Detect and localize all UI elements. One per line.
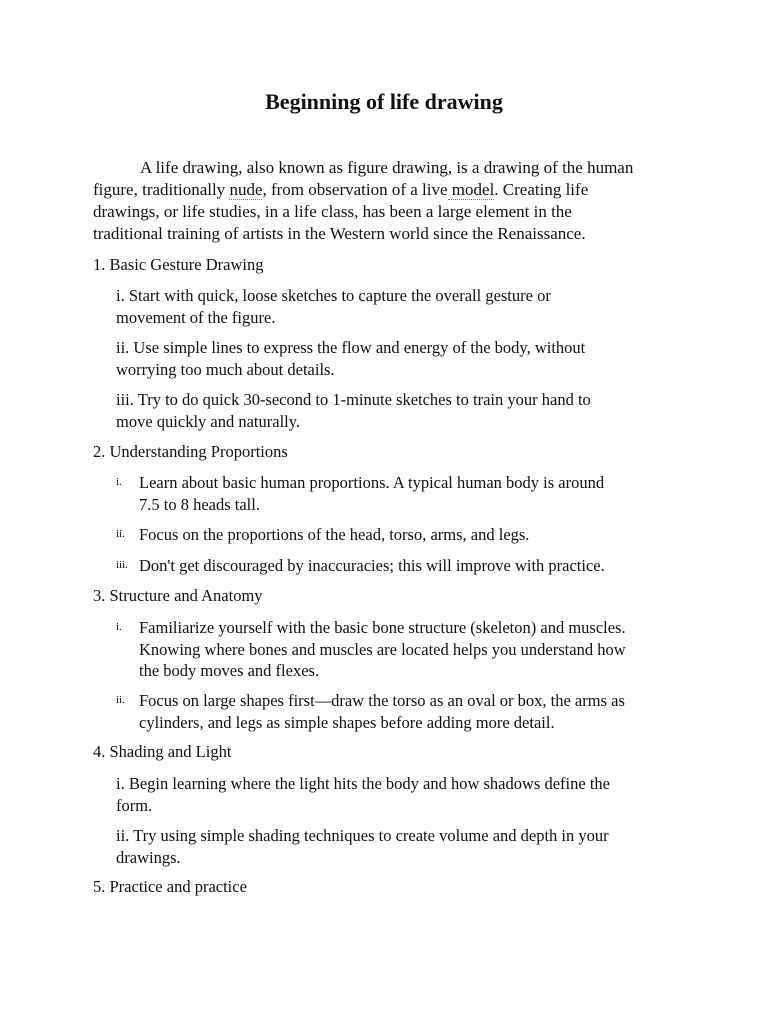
section-heading: 5. Practice and practice [93,877,247,896]
list-item-line: i. Start with quick, loose sketches to capture the overall gesture or [116,286,551,305]
list-item [116,773,676,816]
list-marker: ii. [116,528,125,540]
list-item [116,389,676,432]
section-heading: 4. Shading and Light [93,742,232,761]
list-item-line: Don't get discouraged by inaccuracies; this will improve with practice. [139,556,605,575]
list-item-line: movement of the figure. [116,307,276,327]
list-item-line: i. Begin learning where the light hits the body and how shadows define the [116,774,610,793]
list-item-line: ii. Use simple lines to express the flow and energy of the body, without [116,338,586,357]
list-marker: ii. [116,694,125,706]
list-marker: i. [116,476,122,488]
intro-line: traditional training of artists in the Western world since the Renaissance. [93,224,586,243]
list-item [116,337,676,380]
list-item-line: Familiarize yourself with the basic bone structure (skeleton) and muscles. [139,618,626,637]
section-heading: 3. Structure and Anatomy [93,586,263,605]
list-item-line: Focus on large shapes first—draw the torso as an oval or box, the arms as [139,691,625,710]
intro-line: A life drawing, also known as figure drawing, is a drawing of the human [140,158,634,177]
intro-text: figure, traditionally [93,180,230,199]
list-item-line: move quickly and naturally. [116,411,301,431]
list-item [116,825,676,868]
document-title: Beginning of life drawing [265,89,503,114]
section-heading: 1. Basic Gesture Drawing [93,255,264,274]
list-item-line: drawings. [116,847,181,867]
flagged-word: model [447,180,495,199]
list-item-line: the body moves and flexes. [139,661,320,680]
list-item-line: worrying too much about details. [116,359,335,379]
list-item [116,285,676,328]
list-item-line: Focus on the proportions of the head, torso, arms, and legs. [139,525,530,544]
intro-text: . Creating life [494,180,589,199]
list-marker: i. [116,621,122,633]
intro-line [93,179,683,201]
list-item-line: Knowing where bones and muscles are located helps you understand how [139,639,626,659]
list-item-line: ii. Try using simple shading techniques to create volume and depth in your [116,826,609,845]
flagged-word: nude [229,180,263,199]
list-item-line: form. [116,795,153,815]
intro-line: drawings, or life studies, in a life class, has been a large element in the [93,202,572,221]
list-item-line: 7.5 to 8 heads tall. [139,494,260,514]
intro-text: , from observation of a live [262,180,448,199]
intro-paragraph [93,157,683,245]
section-heading: 2. Understanding Proportions [93,442,288,461]
list-item-line: Learn about basic human proportions. A typical human body is around [139,473,605,492]
list-item-line: iii. Try to do quick 30-second to 1-minute sketches to train your hand to [116,390,591,409]
list-marker: iii. [116,559,128,571]
list-item-line: cylinders, and legs as simple shapes before adding more detail. [139,712,555,732]
